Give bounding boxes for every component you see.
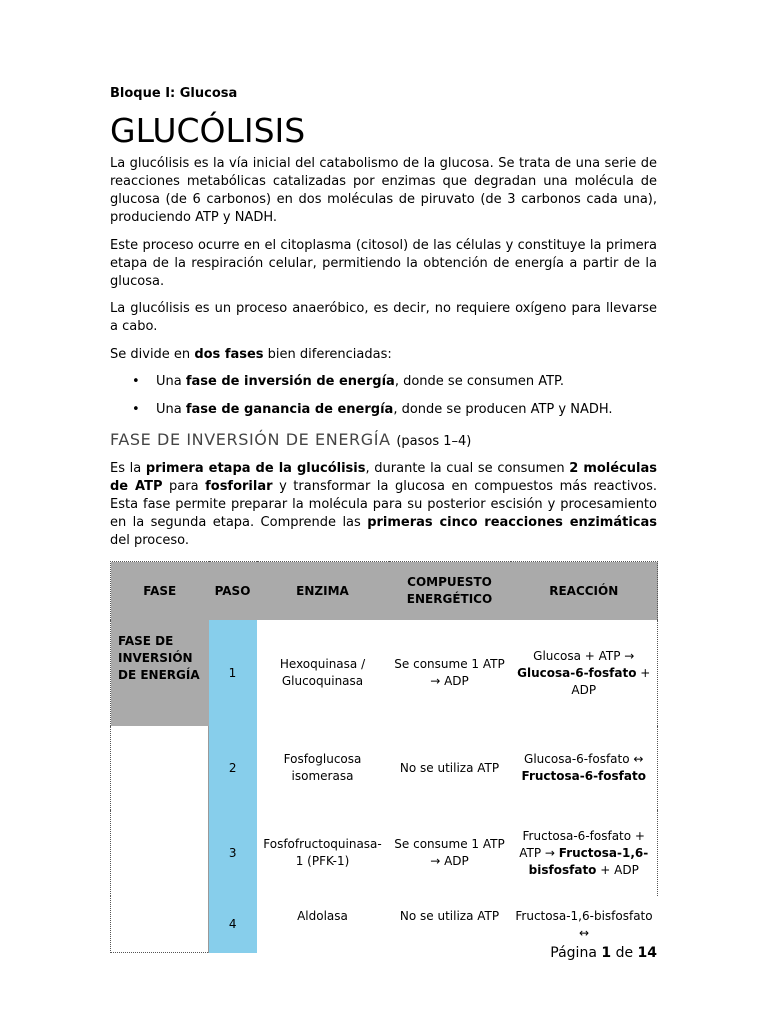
energy-cell: Se consume 1 ATP → ADP (394, 837, 505, 868)
section-paragraph (110, 460, 657, 550)
table-row (111, 726, 658, 810)
page-total: 14 (637, 945, 657, 961)
energy-cell: No se utiliza ATP (399, 760, 500, 775)
bold-run: primeras cinco reacciones enzimáticas (367, 515, 658, 530)
intro-paragraph-2: Este proceso ocurre en el citoplasma (citosol) de las células y constituye la primera etapa de la respiración celular, permitiendo la obtención de energía a partir de la glucosa. (110, 238, 657, 289)
phase-list (110, 373, 657, 429)
text-run: del proceso. (110, 533, 190, 548)
phase-cell-empty (111, 896, 209, 953)
header-reaccion: REACCIÓN (511, 562, 658, 621)
step-cell: 3 (209, 810, 257, 896)
page-current: 1 (601, 945, 612, 961)
table-row (111, 810, 658, 896)
section-heading-text: FASE DE INVERSIÓN DE ENERGÍA (110, 430, 391, 449)
text-run: Se divide en (110, 347, 195, 362)
text-run: Fructosa-6-fosfato + ATP → (519, 828, 645, 860)
reaction-cell (511, 810, 658, 896)
page-footer (550, 945, 657, 961)
intro-paragraph-3: La glucólisis es un proceso anaeróbico, es decir, no requiere oxígeno para llevarse a cabo. (110, 301, 657, 334)
text-run: Una (156, 402, 186, 417)
text-run: , donde se producen ATP y NADH. (393, 402, 613, 417)
section-heading (110, 430, 471, 449)
text-run: bien diferenciadas: (263, 347, 392, 362)
bold-run: fase de ganancia de energía (185, 402, 394, 417)
enzyme-cell: Fosfoglucosa isomerasa (283, 752, 362, 783)
bold-run: dos fases (194, 347, 264, 362)
bold-run: 2 moléculas de ATP (110, 461, 657, 494)
intro-paragraph-4 (110, 346, 392, 364)
header-paso: PASO (209, 562, 257, 621)
step-cell: 1 (209, 620, 257, 726)
bold-run: Fructosa-6-fosfato (521, 769, 646, 783)
text-run: + ADP (596, 862, 639, 877)
step-cell: 4 (209, 896, 257, 953)
text-run: , donde se consumen ATP. (394, 374, 564, 389)
page-title: GLUCÓLISIS (110, 111, 306, 150)
reaction-cell (511, 620, 658, 726)
bold-run: fosforilar (205, 479, 273, 494)
text-run: Una (156, 374, 186, 389)
bold-run: Fructosa-1,6-bisfosfato (528, 845, 649, 877)
bold-run: primera etapa de la glucólisis (145, 461, 366, 476)
list-item (130, 401, 657, 419)
text-run: Es la (110, 461, 146, 476)
enzyme-cell: Aldolasa (297, 909, 348, 923)
text-run: Glucosa-6-fosfato ↔ (524, 752, 644, 766)
energy-cell: No se utiliza ATP (399, 909, 500, 923)
bold-run: fase de inversión de energía (185, 374, 395, 389)
bullet-icon: • (132, 374, 140, 389)
step-cell: 2 (209, 726, 257, 810)
bullet-icon: • (132, 402, 140, 417)
page-word: Página (550, 945, 597, 961)
text-run: Fructosa-1,6-bisfosfato ↔ (515, 909, 653, 940)
section-heading-sub: (pasos 1–4) (396, 434, 472, 449)
text-run: y transformar la glucosa en compuestos más reactivos. Esta fase permite preparar la molécula para su posterior escisión y procesamiento en la segunda etapa. Comprende las (110, 479, 657, 530)
text-run: Glucosa + ATP → (533, 648, 635, 663)
glycolysis-table (110, 561, 658, 953)
enzyme-cell: Fosfofructoquinasa-1 (PFK-1) (263, 837, 382, 868)
header-enzima: ENZIMA (257, 562, 389, 621)
list-item (130, 373, 657, 391)
intro-paragraph-1: La glucólisis es la vía inicial del catabolismo de la glucosa. Se trata de una serie de reacciones metabólicas catalizadas por enzimas que degradan una molécula de glucosa (de 6 carbonos) en dos moléculas de piruvato (de 3 carbonos cada una), produciendo ATP y NADH. (110, 156, 657, 225)
enzyme-cell: Hexoquinasa / Glucoquinasa (279, 657, 366, 688)
reaction-cell (511, 726, 658, 810)
table-header-row (111, 562, 658, 621)
energy-cell: Se consume 1 ATP → ADP (394, 657, 505, 688)
of-word: de (615, 945, 634, 961)
phase-cell-empty (111, 810, 209, 896)
phase-cell-empty (111, 726, 209, 810)
phase-cell: FASE DE INVERSIÓN DE ENERGÍA (111, 620, 209, 726)
text-run: para (162, 479, 206, 494)
block-label: Bloque I: Glucosa (110, 86, 238, 101)
header-compuesto: COMPUESTO ENERGÉTICO (389, 562, 511, 621)
text-run: + ADP (571, 665, 651, 697)
header-fase: FASE (111, 562, 209, 621)
bold-run: Glucosa-6-fosfato (517, 665, 637, 680)
text-run: , durante la cual se consumen (365, 461, 570, 476)
table-row (111, 620, 658, 726)
